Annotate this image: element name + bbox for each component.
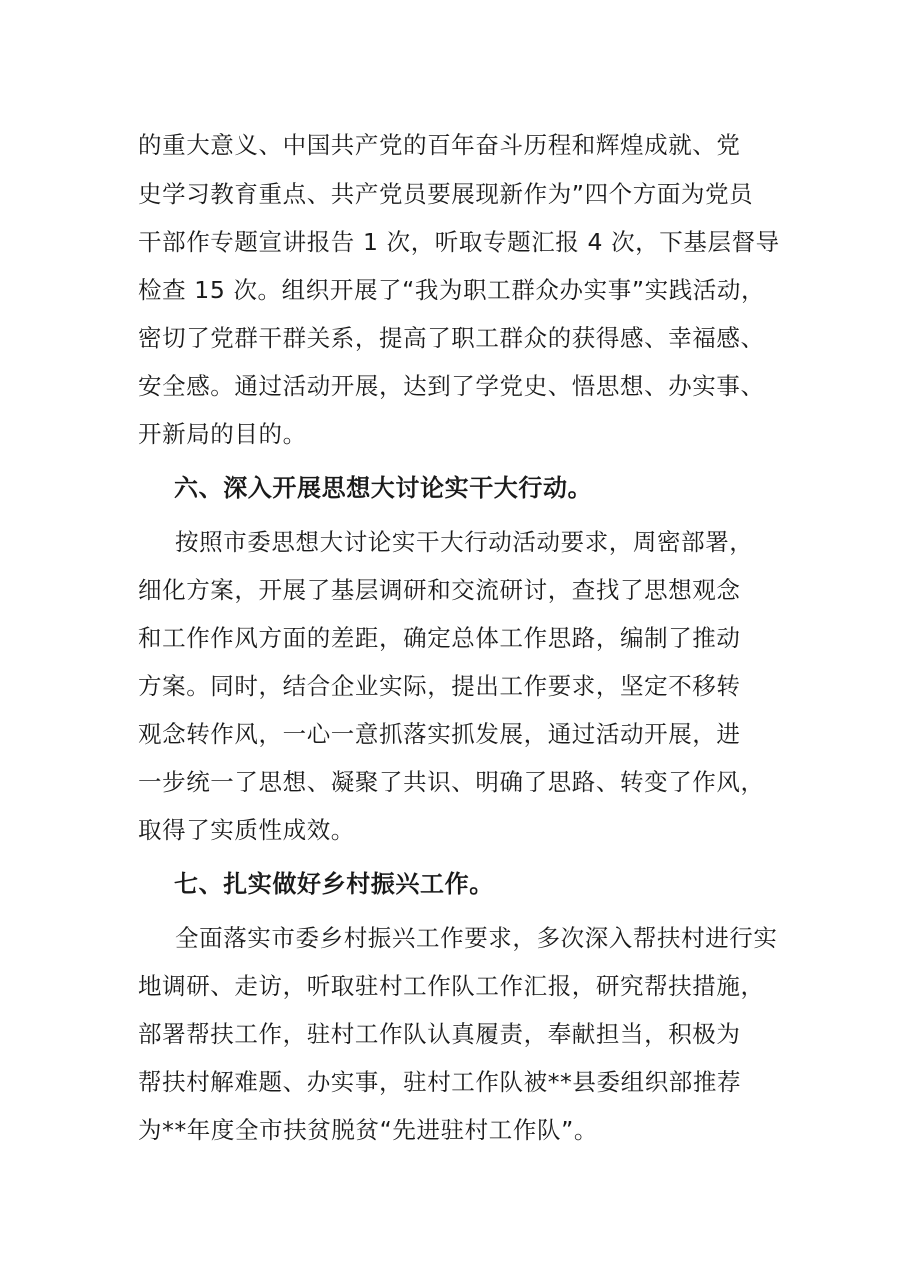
paragraph-2-line-1: 按照市委思想大讨论实干大行动活动要求，周密部署， [175,528,754,556]
paragraph-2-line-3: 和工作作风方面的差距，确定总体工作思路，编制了推动 [138,624,741,652]
paragraph-3-line-3: 部署帮扶工作，驻村工作队认真履责，奉献担当，积极为 [138,1020,741,1048]
paragraph-1-line-1: 的重大意义、中国共产党的百年奋斗历程和辉煌成就、党 [138,131,741,159]
section-heading-7: 七、扎实做好乡村振兴工作。 [174,870,494,898]
paragraph-1-line-5: 密切了党群干群关系，提高了职工群众的获得感、幸福感、 [138,324,765,352]
section-heading-6: 六、深入开展思想大讨论实干大行动。 [174,474,593,502]
paragraph-1-line-4: 检查 15 次。组织开展了“我为职工群众办实事”实践活动， [138,276,766,304]
paragraph-2-line-6: 一步统一了思想、凝聚了共识、明确了思路、转变了作风， [138,768,765,796]
paragraph-2-line-2: 细化方案，开展了基层调研和交流研讨，查找了思想观念 [138,576,741,604]
paragraph-2-line-4: 方案。同时，结合企业实际，提出工作要求，坚定不移转 [138,672,741,700]
paragraph-1-line-3: 干部作专题宣讲报告 1 次，听取专题汇报 4 次，下基层督导 [138,228,780,256]
paragraph-1-line-2: 史学习教育重点、共产党员要展现新作为”四个方面为党员 [138,180,754,208]
paragraph-1-line-7: 开新局的目的。 [138,420,307,448]
paragraph-1-line-6: 安全感。通过活动开展，达到了学党史、悟思想、办实事、 [138,372,765,400]
paragraph-3-line-2: 地调研、走访，听取驻村工作队工作汇报，研究帮扶措施， [138,972,765,1000]
paragraph-2-line-7: 取得了实质性成效。 [138,816,355,844]
paragraph-2-line-5: 观念转作风，一心一意抓落实抓发展，通过活动开展，进 [138,720,741,748]
paragraph-3-line-1: 全面落实市委乡村振兴工作要求，多次深入帮扶村进行实 [175,924,778,952]
paragraph-3-line-4: 帮扶村解难题、办实事，驻村工作队被**县委组织部推荐 [138,1068,742,1096]
paragraph-3-line-5: 为**年度全市扶贫脱贫“先进驻村工作队”。 [138,1116,598,1144]
